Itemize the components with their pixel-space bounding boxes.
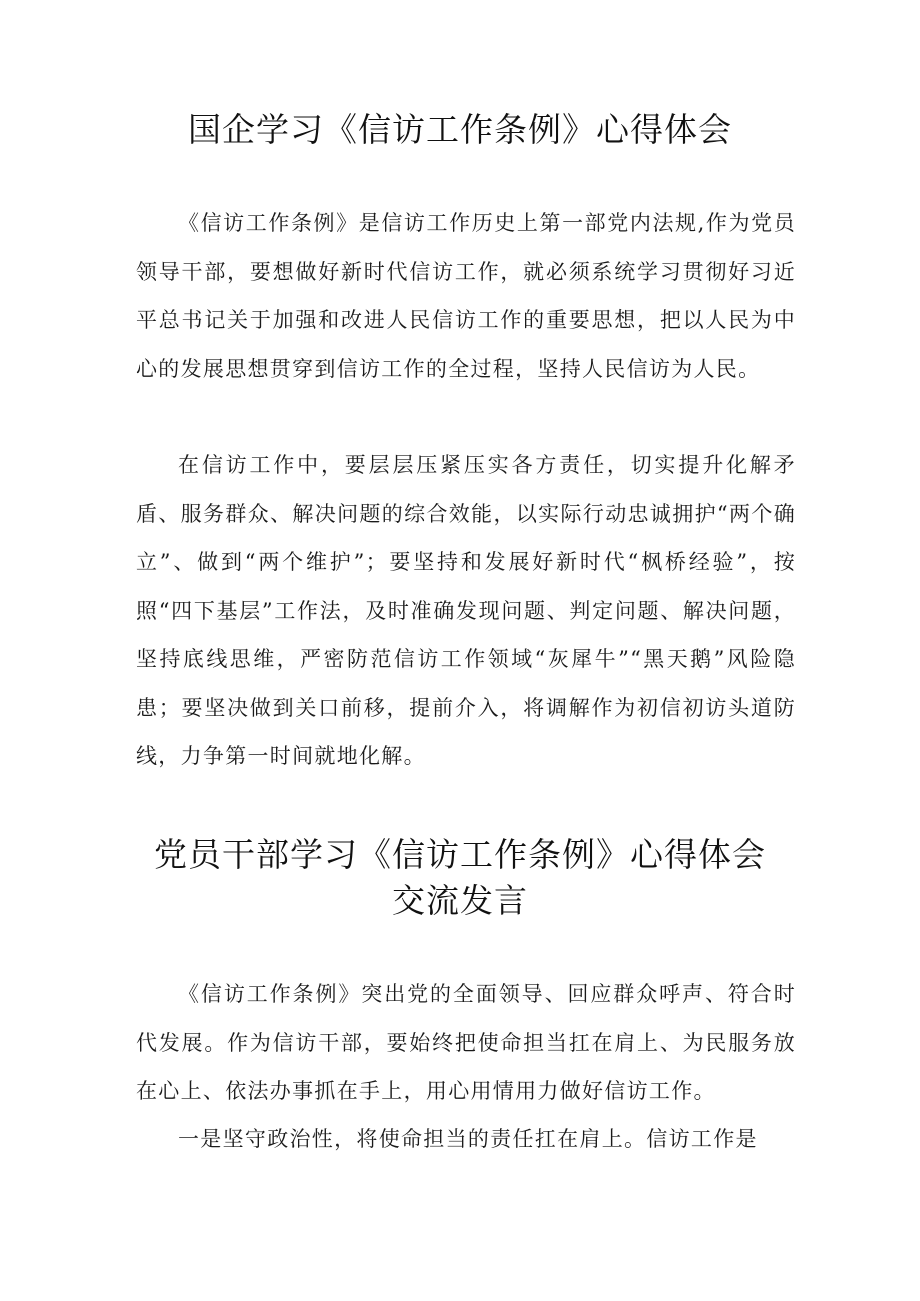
section-1-title: 国企学习《信访工作条例》心得体会	[188, 110, 732, 149]
section-1-paragraph-1: 《信访工作条例》是信访工作历史上第一部党内法规,作为党员领导干部，要想做好新时代信访工作，就必须系统学习贯彻好习近平总书记关于加强和改进人民信访工作的重要思想，把以人民为中心的发展思想贯穿到信访工作的全过程，坚持人民信访为人民。	[136, 211, 796, 381]
section-2-title	[0, 832, 920, 924]
section-2-paragraph-2: 一是坚守政治性，将使命担当的责任扛在肩上。信访工作是	[178, 1127, 758, 1151]
section-2-title-line-2: 交流发言	[392, 881, 528, 920]
section-2-paragraph-1: 《信访工作条例》突出党的全面领导、回应群众呼声、符合时代发展。作为信访干部，要始终把使命担当扛在肩上、为民服务放在心上、依法办事抓在手上，用心用情用力做好信访工作。	[136, 982, 796, 1103]
section-1-paragraph-2: 在信访工作中，要层层压紧压实各方责任，切实提升化解矛盾、服务群众、解决问题的综合效能，以实际行动忠诚拥护“两个确立”、做到“两个维护”；要坚持和发展好新时代“枫桥经验”，按照“四下基层”工作法，及时准确发现问题、判定问题、解决问题，坚持底线思维，严密防范信访工作领域“灰犀牛”“黑天鹅”风险隐患；要坚决做到关口前移，提前介入，将调解作为初信初访头道防线，力争第一时间就地化解。	[136, 453, 796, 768]
section-2-title-line-1: 党员干部学习《信访工作条例》心得体会	[154, 835, 766, 874]
